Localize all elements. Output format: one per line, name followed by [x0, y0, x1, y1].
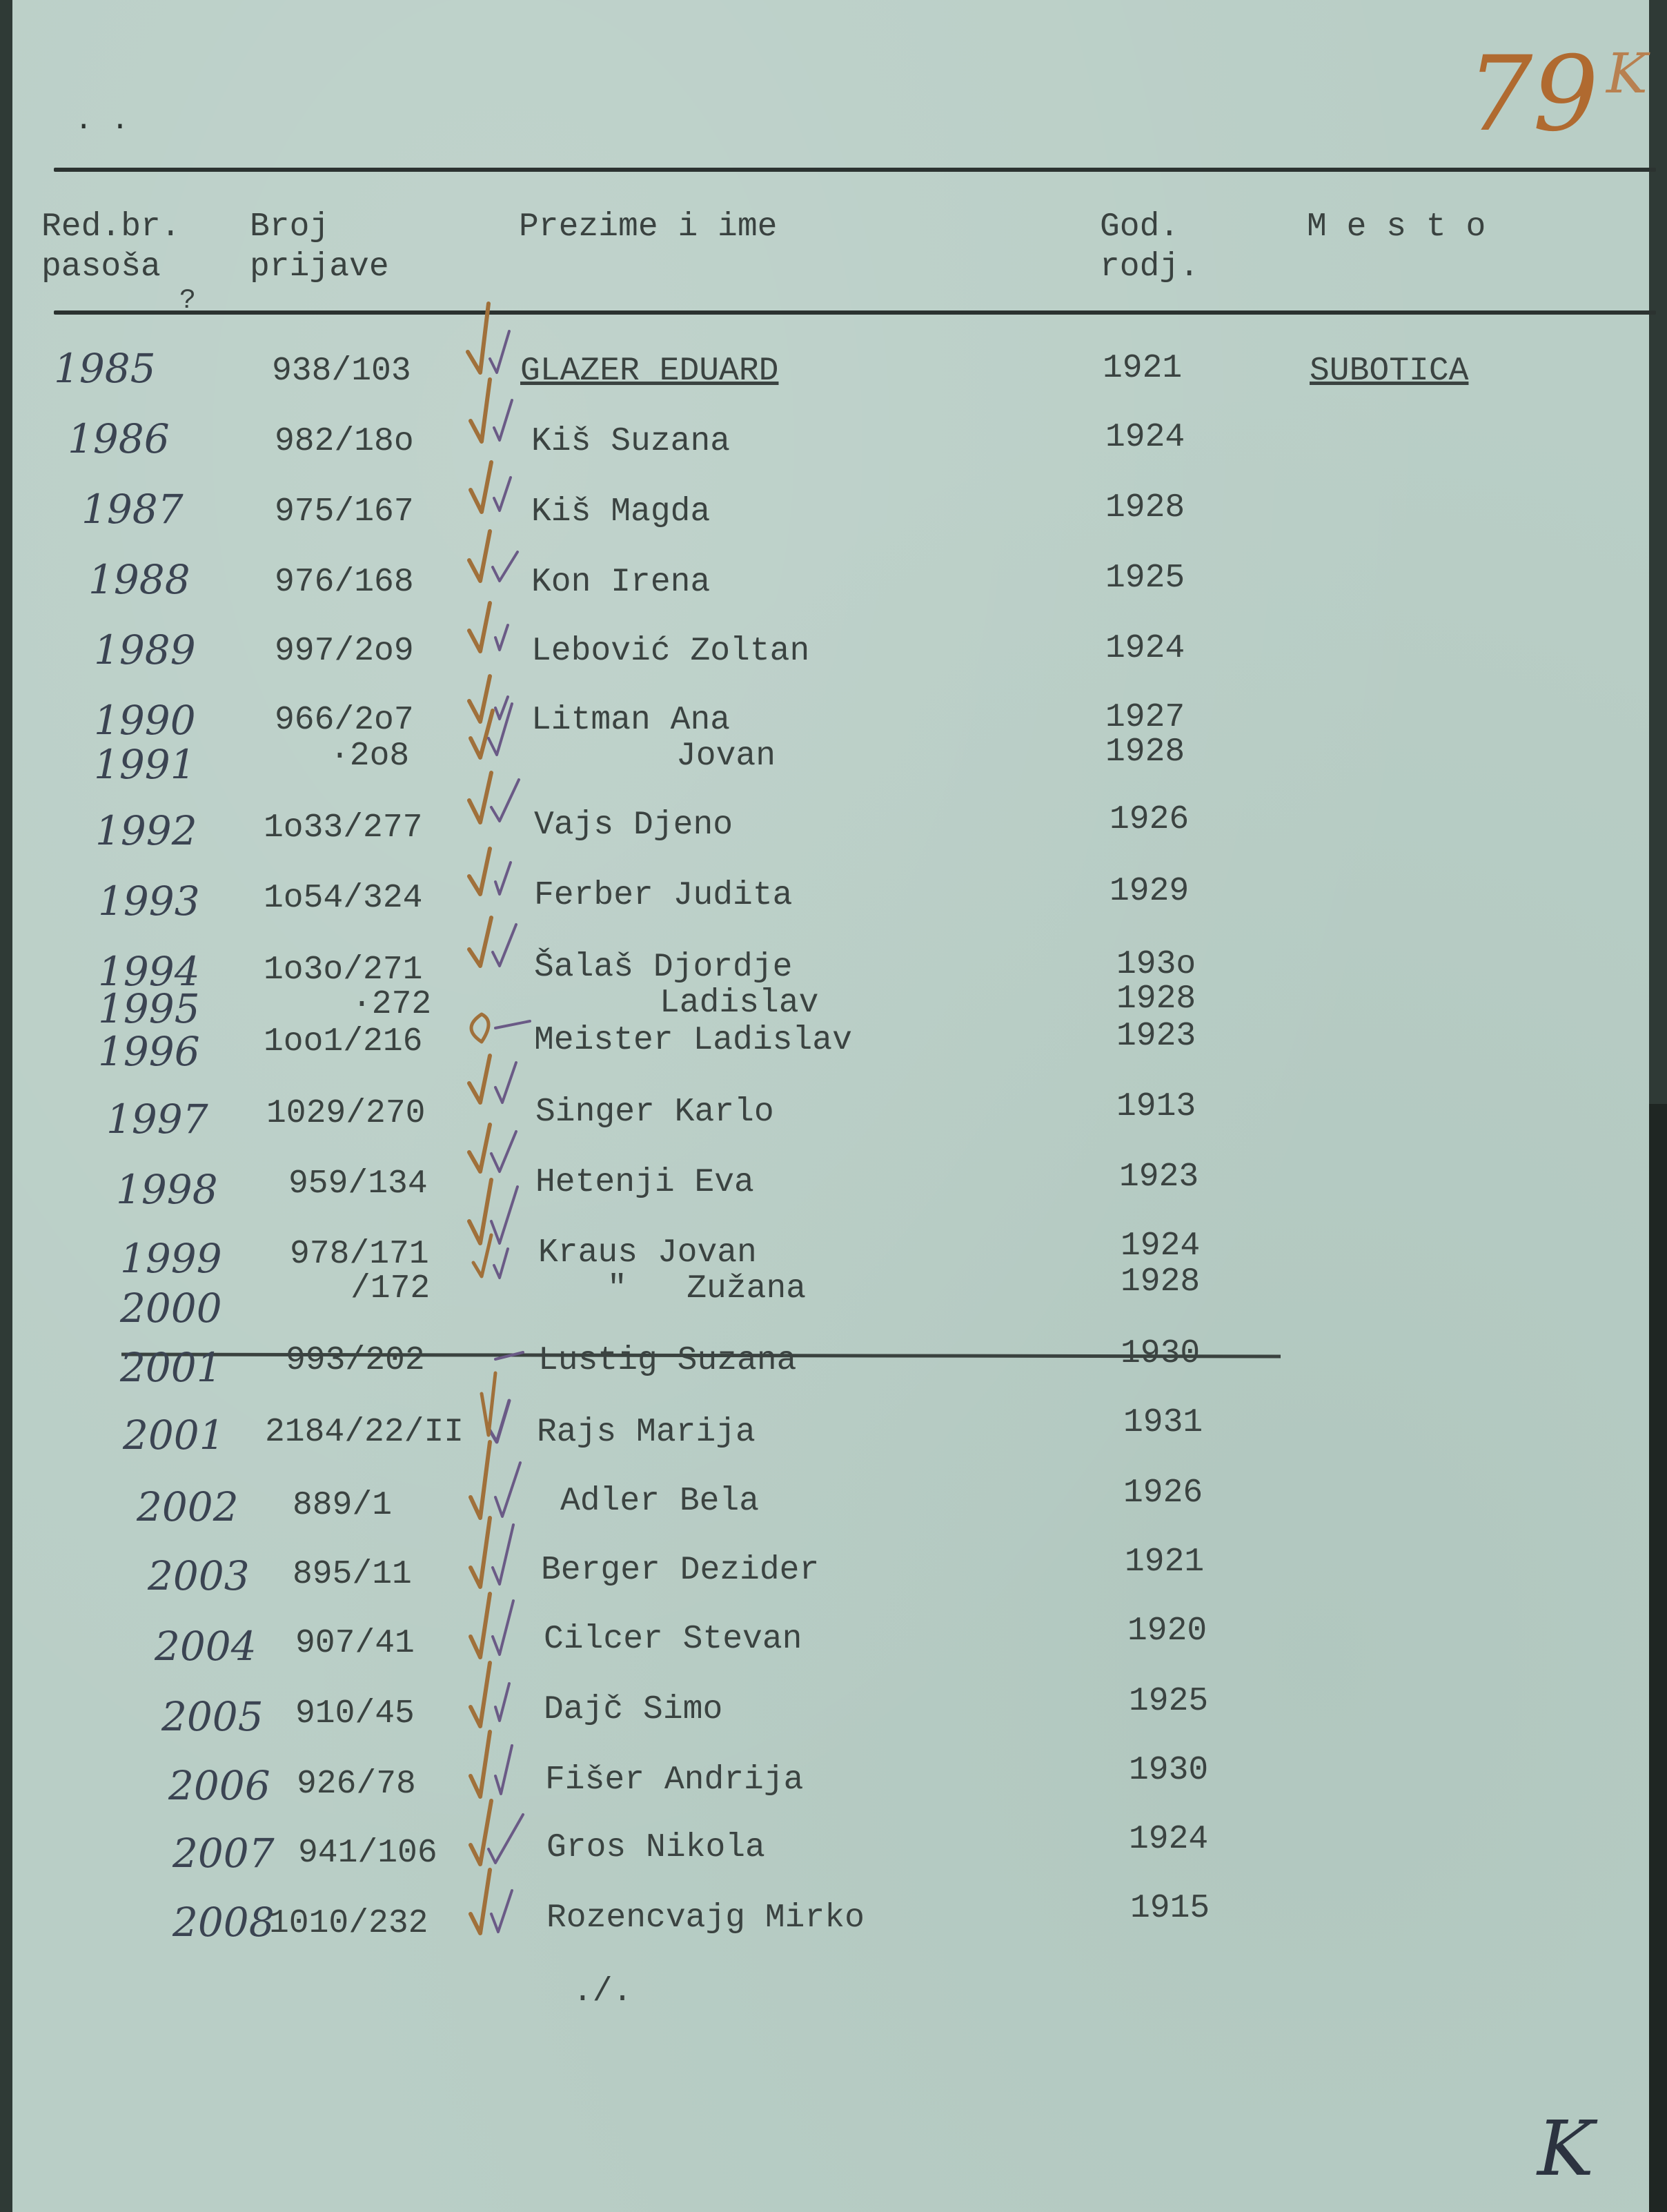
- row-red-br: 1990: [94, 697, 196, 744]
- row-red-br: 1985: [54, 345, 156, 392]
- row-name: Jovan: [676, 738, 776, 775]
- row-year: 1930: [1121, 1335, 1201, 1372]
- row-red-br: 2005: [161, 1693, 264, 1740]
- row-broj: 993/202: [286, 1342, 425, 1379]
- row-year: 1921: [1103, 350, 1183, 387]
- row-red-br: 1998: [116, 1166, 218, 1213]
- row-broj: 966/2o7: [275, 702, 414, 739]
- row-year: 1926: [1109, 801, 1190, 838]
- row-broj: 1010/232: [269, 1905, 428, 1942]
- row-year: 1926: [1123, 1474, 1203, 1512]
- row-red-br: 1994: [98, 948, 200, 995]
- row-name: Lebović Zoltan: [531, 633, 810, 670]
- row-name: Hetenji Eva: [535, 1164, 754, 1201]
- checkmarks-column: [454, 297, 537, 1953]
- row-broj: 889/1: [293, 1487, 393, 1524]
- row-broj: 959/134: [288, 1165, 428, 1203]
- row-red-br: 2004: [155, 1623, 257, 1670]
- row-red-br: 1989: [94, 626, 196, 673]
- row-name: Ladislav: [660, 985, 819, 1022]
- row-name: " Zužana: [607, 1270, 807, 1307]
- row-year: 1923: [1116, 1018, 1196, 1055]
- row-broj: ·272: [352, 986, 432, 1023]
- row-broj: 1o3o/271: [264, 951, 423, 989]
- row-year: 1929: [1109, 873, 1190, 910]
- row-red-br: 2001: [120, 1344, 222, 1391]
- row-name: Dajč Simo: [544, 1691, 723, 1728]
- row-name: Kon Irena: [531, 564, 711, 601]
- row-red-br: 1995: [98, 985, 200, 1032]
- row-red-br: 1992: [95, 807, 197, 854]
- row-red-br: 1987: [81, 486, 184, 533]
- header-god-line1: God.: [1100, 208, 1180, 246]
- row-broj: 1o54/324: [264, 880, 423, 917]
- row-broj: /172: [351, 1270, 431, 1307]
- row-broj: 976/168: [275, 564, 414, 601]
- row-name: Kraus Jovan: [538, 1234, 757, 1272]
- row-year: 1925: [1105, 560, 1185, 597]
- row-year: 1920: [1127, 1612, 1207, 1650]
- top-rule: [54, 168, 1656, 172]
- row-broj: 975/167: [275, 493, 414, 531]
- row-name: Kiš Suzana: [531, 423, 731, 460]
- row-year: 1931: [1123, 1404, 1203, 1441]
- row-red-br: 1993: [98, 878, 200, 925]
- row-red-br: 2006: [168, 1762, 270, 1809]
- row-name: Adler Bela: [560, 1483, 760, 1520]
- row-year: 1928: [1105, 489, 1185, 526]
- page-number: 79: [1467, 34, 1599, 155]
- row-red-br: 2008: [172, 1899, 275, 1946]
- row-year: 1924: [1121, 1227, 1201, 1265]
- row-broj: 938/103: [272, 353, 411, 390]
- row-name: GLAZER EDUARD: [520, 353, 779, 390]
- row-year: 1925: [1129, 1683, 1209, 1720]
- row-name: Šalaš Djordje: [534, 949, 793, 986]
- row-name: Singer Karlo: [535, 1094, 774, 1131]
- row-broj: 2184/22/II: [265, 1414, 464, 1451]
- row-name: Meister Ladislav: [534, 1022, 852, 1059]
- row-year: 1923: [1119, 1158, 1199, 1196]
- row-broj: 982/18o: [275, 423, 414, 460]
- row-name: Vajs Djeno: [534, 807, 733, 844]
- row-year: 1928: [1121, 1263, 1201, 1301]
- header-broj-line1: Broj: [250, 208, 330, 246]
- row-year: 1921: [1125, 1543, 1205, 1581]
- top-dots: . .: [75, 103, 130, 138]
- header-mesto: M e s t o: [1307, 208, 1486, 246]
- row-year: 1928: [1105, 733, 1185, 771]
- end-mark: ./.: [573, 1973, 633, 2011]
- row-year: 1928: [1116, 980, 1196, 1018]
- row-broj: ·2o8: [330, 738, 410, 775]
- header-prezime: Prezime i ime: [519, 208, 778, 246]
- row-year: 1930: [1129, 1752, 1209, 1789]
- row-year: 1924: [1105, 419, 1185, 456]
- row-red-br: 2000: [120, 1285, 222, 1332]
- row-red-br: 1988: [88, 556, 190, 603]
- row-broj: 926/78: [297, 1766, 416, 1803]
- row-broj: 1oo1/216: [264, 1023, 423, 1060]
- row-year: 1927: [1105, 699, 1185, 736]
- row-broj: 941/106: [298, 1835, 437, 1872]
- row-name: Fišer Andrija: [545, 1761, 804, 1799]
- page-mark: K: [1606, 41, 1648, 106]
- footer-mark: K: [1537, 2104, 1595, 2193]
- row-red-br: 2002: [137, 1483, 239, 1530]
- row-name: Rozencvajg Mirko: [546, 1899, 865, 1937]
- row-year: 1924: [1105, 630, 1185, 667]
- row-broj: 978/171: [290, 1236, 429, 1273]
- row-broj: 895/11: [293, 1556, 412, 1593]
- header-red-br-question: ?: [179, 286, 197, 317]
- document-sheet: [12, 0, 1649, 2212]
- row-red-br: 1986: [68, 415, 170, 462]
- header-red-br-line1: Red.br.: [41, 208, 181, 246]
- row-broj: 907/41: [295, 1625, 415, 1662]
- row-year: 1913: [1116, 1088, 1196, 1125]
- row-name: Berger Dezider: [541, 1552, 820, 1589]
- row-name: Gros Nikola: [546, 1829, 765, 1866]
- row-name: Ferber Judita: [534, 877, 793, 914]
- row-place: SUBOTICA: [1310, 353, 1469, 390]
- row-red-br: 1999: [120, 1235, 222, 1282]
- row-year: 193o: [1116, 946, 1196, 983]
- row-name: Cilcer Stevan: [544, 1621, 802, 1658]
- header-god-line2: rodj.: [1100, 248, 1200, 286]
- row-name: Lustig Suzana: [538, 1342, 797, 1379]
- row-red-br: 2003: [148, 1552, 250, 1599]
- row-year: 1924: [1129, 1821, 1209, 1858]
- row-broj: 910/45: [295, 1695, 415, 1732]
- header-rule: [54, 310, 1656, 315]
- header-broj-line2: prijave: [250, 248, 389, 286]
- row-red-br: 1997: [106, 1096, 208, 1143]
- row-name: Rajs Marija: [537, 1414, 756, 1451]
- row-broj: 1029/270: [266, 1095, 426, 1132]
- row-red-br: 1996: [98, 1028, 200, 1075]
- row-red-br: 2007: [172, 1830, 275, 1877]
- row-broj: 997/2o9: [275, 633, 414, 670]
- row-name: Litman Ana: [531, 702, 731, 739]
- row-red-br: 2001: [123, 1412, 225, 1459]
- row-year: 1915: [1130, 1890, 1210, 1927]
- row-name: Kiš Magda: [531, 493, 711, 531]
- header-red-br-line2: pasoša: [41, 248, 161, 286]
- row-broj: 1o33/277: [264, 809, 423, 847]
- row-red-br: 1991: [94, 741, 196, 788]
- sheet-edge-shadow: [1649, 1104, 1667, 2212]
